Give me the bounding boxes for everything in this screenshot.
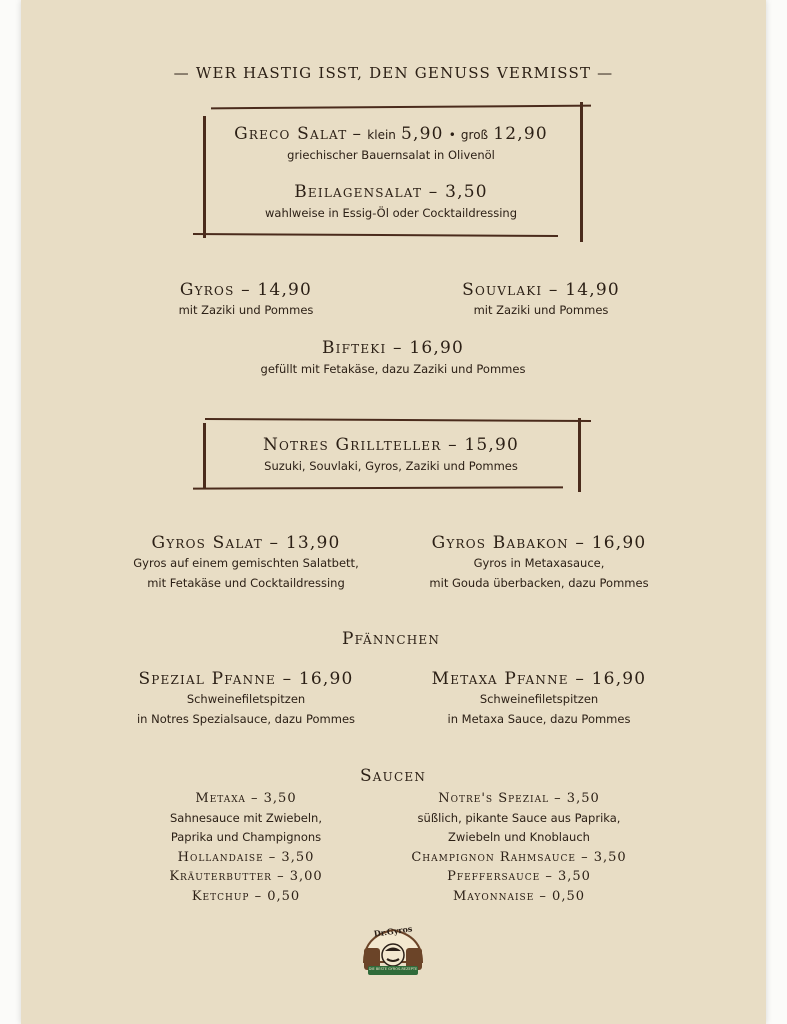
sauce-right-2: Zwiebeln und Knoblauch bbox=[448, 830, 590, 844]
beilagensalat-desc: wahlweise in Essig-Öl oder Cocktaildressing bbox=[265, 206, 517, 220]
bifteki-desc: gefüllt mit Fetakäse, dazu Zaziki und Pommes bbox=[260, 362, 526, 376]
greco-large-label: groß bbox=[460, 128, 489, 142]
gyros-title: Gyros – 14,90 bbox=[179, 280, 313, 300]
greco-salat bbox=[201, 124, 581, 144]
dr-gyros-logo bbox=[358, 922, 428, 982]
greco-title: Greco Salat bbox=[234, 124, 348, 144]
sauce-left-4: Kräuterbutter – 3,00 bbox=[169, 869, 323, 884]
gyros-babakon-desc1: Gyros in Metaxasauce, bbox=[473, 556, 605, 570]
gyros-babakon-title: Gyros Babakon – 16,90 bbox=[431, 533, 647, 553]
logo-text: Dr.Gyros bbox=[373, 923, 413, 939]
logo-tagline: DIE BESTE GYROS-REZEPTE bbox=[368, 967, 418, 971]
menu-page bbox=[21, 0, 766, 1024]
metaxa-pfanne-desc1: Schweinefiletspitzen bbox=[479, 692, 599, 706]
pfaennchen-heading: Pfännchen bbox=[341, 629, 441, 649]
grillteller-title: Notres Grillteller – 15,90 bbox=[262, 435, 520, 455]
gyros-salat-title: Gyros Salat – 13,90 bbox=[151, 533, 341, 553]
gyros-salat-desc1: Gyros auf einem gemischten Salatbett, bbox=[133, 556, 359, 570]
greco-large-price: 12,90 bbox=[493, 124, 548, 144]
sauce-left-1: Sahnesauce mit Zwiebeln, bbox=[169, 810, 322, 825]
sauce-right-5: Mayonnaise – 0,50 bbox=[452, 888, 585, 904]
sauce-left-3: Hollandaise – 3,50 bbox=[177, 849, 315, 865]
gyros-babakon-desc2: mit Gouda überbacken, dazu Pommes bbox=[429, 576, 649, 590]
grillteller-desc: Suzuki, Souvlaki, Gyros, Zaziki und Pommes bbox=[264, 459, 518, 473]
beilagensalat-title: Beilagensalat – 3,50 bbox=[294, 182, 488, 202]
saucen-left-column bbox=[141, 789, 351, 906]
saucen-right-column bbox=[384, 789, 654, 906]
greco-dot: • bbox=[448, 128, 456, 142]
gyros-desc: mit Zaziki und Pommes bbox=[178, 303, 314, 317]
greco-desc: griechischer Bauernsalat in Olivenöl bbox=[287, 148, 495, 162]
sauce-left-2: Paprika und Champignons bbox=[170, 830, 322, 844]
souvlaki-title: Souvlaki – 14,90 bbox=[462, 280, 620, 300]
motto: — WER HASTIG ISST, DEN GENUSS VERMISST — bbox=[173, 64, 614, 82]
saucen-heading: Saucen bbox=[359, 766, 427, 786]
sauce-right-0: Notre's Spezial – 3,50 bbox=[438, 791, 600, 806]
souvlaki-desc: mit Zaziki und Pommes bbox=[473, 303, 609, 317]
bifteki-title: Bifteki – 16,90 bbox=[321, 338, 464, 358]
spezial-pfanne-title: Spezial Pfanne – 16,90 bbox=[138, 669, 354, 689]
spezial-pfanne-desc1: Schweinefiletspitzen bbox=[186, 692, 306, 706]
metaxa-pfanne-title: Metaxa Pfanne – 16,90 bbox=[431, 669, 647, 689]
greco-small-price: 5,90 bbox=[401, 124, 444, 144]
gyros-salat-desc2: mit Fetakäse und Cocktaildressing bbox=[147, 576, 345, 590]
sauce-right-4: Pfeffersauce – 3,50 bbox=[447, 869, 591, 884]
greco-small-label: klein bbox=[367, 128, 396, 142]
sauce-left-5: Ketchup – 0,50 bbox=[191, 888, 301, 904]
greco-dash: – bbox=[352, 124, 363, 144]
sauce-right-3: Champignon Rahmsauce – 3,50 bbox=[411, 849, 627, 865]
metaxa-pfanne-desc2: in Metaxa Sauce, dazu Pommes bbox=[447, 712, 631, 726]
spezial-pfanne-desc2: in Notres Spezialsauce, dazu Pommes bbox=[136, 712, 356, 726]
sauce-right-1: süßlich, pikante Sauce aus Paprika, bbox=[417, 810, 621, 825]
sauce-left-0: Metaxa – 3,50 bbox=[195, 791, 297, 806]
